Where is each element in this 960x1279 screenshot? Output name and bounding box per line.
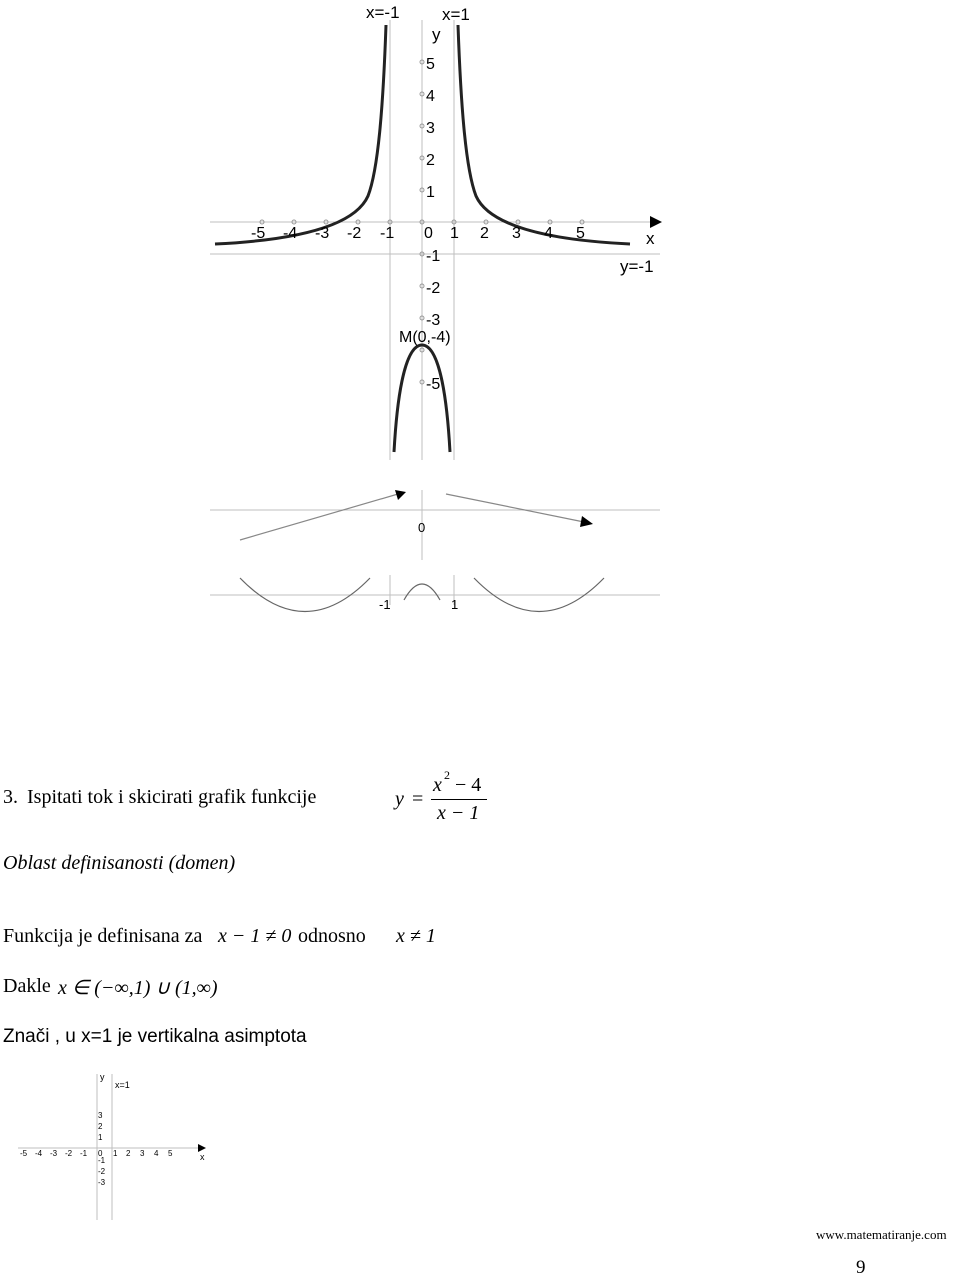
convexity-sketch <box>0 570 960 650</box>
formula-numerator-x: x <box>433 774 442 796</box>
small-x-tick: -1 <box>80 1149 88 1158</box>
decreasing-arrow-line <box>446 494 584 522</box>
domain-sentence-prefix: Funkcija je definisana za <box>3 925 203 947</box>
concave-down-middle <box>404 584 440 600</box>
increasing-arrow-line <box>240 494 398 540</box>
label-asymptote-x-minus-1: x=-1 <box>366 3 400 22</box>
fraction-bar <box>431 799 487 800</box>
small-x-tick: 4 <box>154 1149 159 1158</box>
x-tick-label: 2 <box>480 225 489 242</box>
small-y-tick: 2 <box>98 1122 103 1131</box>
x-tick-label: 4 <box>544 225 553 242</box>
small-x-tick: 0 <box>98 1149 103 1158</box>
small-x-tick: -2 <box>65 1149 73 1158</box>
x-tick-label: 0 <box>424 225 433 242</box>
y-tick-label: 4 <box>426 88 435 105</box>
x-tick-label: 3 <box>512 225 521 242</box>
small-x-tick: -3 <box>50 1149 58 1158</box>
small-y-tick: 1 <box>98 1133 103 1142</box>
asymptote-conclusion: Znači , u x=1 je vertikalna asimptota <box>3 1026 307 1047</box>
small-x-tick: -5 <box>20 1149 28 1158</box>
y-tick-label: -3 <box>426 312 441 329</box>
footer-website: www.matematiranje.com <box>816 1227 947 1242</box>
small-asymptote-graph <box>0 1068 960 1228</box>
x-tick-label: -5 <box>251 225 266 242</box>
y-tick-label: -1 <box>426 248 441 265</box>
label-asymptote-y-minus-1: y=-1 <box>620 257 654 276</box>
formula-numerator-rest: − 4 <box>455 774 482 796</box>
small-x-tick: 3 <box>140 1149 145 1158</box>
domain-condition: x − 1 ≠ 0 <box>218 925 292 947</box>
x-tick-label: -1 <box>380 225 395 242</box>
convexity-label-neg-one: -1 <box>379 597 391 612</box>
y-tick-label: -2 <box>426 280 441 297</box>
formula-equals: = <box>412 788 424 810</box>
small-x-axis-arrow <box>198 1144 206 1152</box>
domain-condition-2: x ≠ 1 <box>396 925 436 947</box>
increasing-arrow-head <box>395 490 406 500</box>
x-axis-arrow <box>650 216 662 228</box>
monotonicity-sketch <box>0 480 960 570</box>
label-asymptote-x-1: x=1 <box>442 5 470 24</box>
y-tick-label: 1 <box>426 184 435 201</box>
x-tick-label: -2 <box>347 225 362 242</box>
domain-heading: Oblast definisanosti (domen) <box>3 852 236 874</box>
dakle-label: Dakle <box>3 975 51 997</box>
convexity-label-one: 1 <box>451 597 459 612</box>
decreasing-arrow-head <box>580 516 593 527</box>
small-label-y: y <box>100 1072 105 1082</box>
small-label-x1: x=1 <box>115 1080 130 1090</box>
y-tick-label: 5 <box>426 56 435 73</box>
small-x-tick: 1 <box>113 1149 118 1158</box>
function-formula <box>395 770 495 830</box>
domain-interval: x ∈ (−∞,1) ∪ (1,∞) <box>58 977 218 999</box>
small-x-tick: 2 <box>126 1149 131 1158</box>
formula-numerator-exp: 2 <box>444 768 450 782</box>
label-point-m: M(0,-4) <box>399 329 451 346</box>
small-label-x: x <box>200 1152 205 1162</box>
label-y-axis: y <box>432 25 441 44</box>
formula-denominator: x − 1 <box>437 802 480 824</box>
problem-statement: Ispitati tok i skicirati grafik funkcije <box>27 786 317 808</box>
y-tick-label: 2 <box>426 152 435 169</box>
main-function-graph <box>0 0 960 470</box>
small-y-tick: -2 <box>98 1167 106 1176</box>
label-x-axis: x <box>646 229 655 248</box>
small-y-tick: -1 <box>98 1156 106 1165</box>
formula-y: y <box>395 788 404 810</box>
sketch-zero-label: 0 <box>418 520 426 535</box>
x-tick-label: -4 <box>283 225 298 242</box>
footer-page-number: 9 <box>856 1257 866 1278</box>
curve-left-branch <box>215 25 386 244</box>
x-tick-label: 1 <box>450 225 459 242</box>
x-tick-label: -3 <box>315 225 330 242</box>
domain-odnosno: odnosno <box>298 925 366 947</box>
small-y-tick: 3 <box>98 1111 103 1120</box>
curve-right-branch <box>458 25 630 244</box>
y-tick-label: -5 <box>426 376 441 393</box>
small-x-tick: 5 <box>168 1149 173 1158</box>
x-tick-label: 5 <box>576 225 585 242</box>
y-tick-label: 3 <box>426 120 435 137</box>
small-x-tick: -4 <box>35 1149 43 1158</box>
small-y-tick: -3 <box>98 1178 106 1187</box>
problem-number: 3. <box>3 786 18 808</box>
